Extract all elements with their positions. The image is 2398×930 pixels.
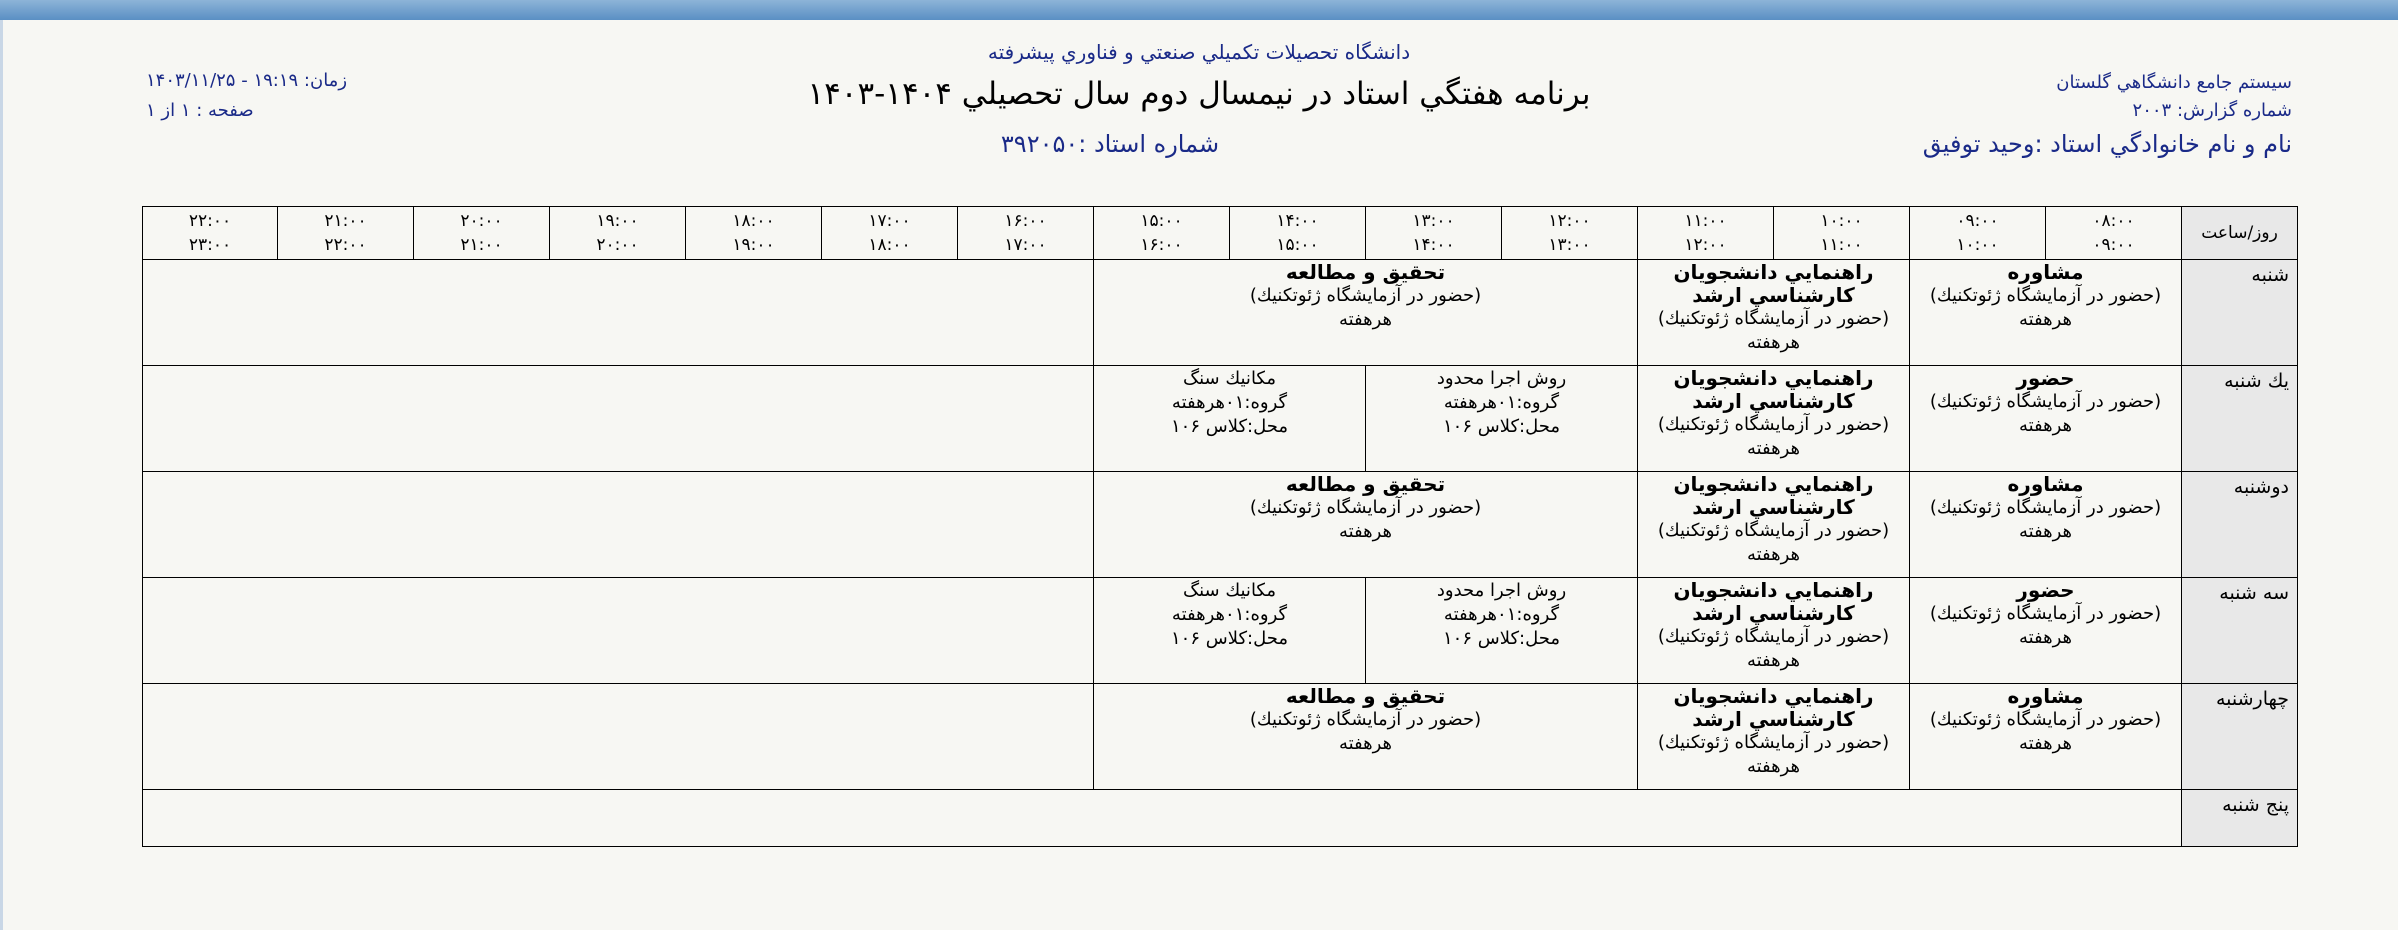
day-name: شنبه	[2182, 260, 2298, 366]
hour-header	[414, 207, 550, 260]
cell-title: راهنمايي دانشجويان كارشناسي ارشد	[1673, 260, 1874, 307]
cell-period: هرهفته	[1746, 332, 1801, 353]
cell-period: هرهفته	[2018, 627, 2073, 648]
hours-header-row	[143, 207, 2298, 260]
hour-to: ۱۳:۰۰	[1548, 235, 1591, 255]
course-group: گروه:۰۱هرهفته	[1443, 392, 1560, 413]
report-number: شماره گزارش: ۲۰۰۳	[2132, 100, 2292, 121]
course-group: گروه:۰۱هرهفته	[1171, 604, 1288, 625]
hour-header	[1094, 207, 1230, 260]
cell-subtitle: (حضور در آزمايشگاه ژئوتكنيك)	[1657, 520, 1890, 541]
hour-from: ۱۵:۰۰	[1140, 211, 1183, 231]
cell-subtitle: (حضور در آزمايشگاه ژئوتكنيك)	[1929, 391, 2162, 412]
hour-from: ۰۸:۰۰	[2092, 211, 2135, 231]
cell-period: هرهفته	[1338, 733, 1393, 754]
hour-from: ۱۱:۰۰	[1684, 211, 1727, 231]
course-group: گروه:۰۱هرهفته	[1171, 392, 1288, 413]
hour-to: ۲۱:۰۰	[460, 235, 503, 255]
cell-title: تحقيق و مطالعه	[1285, 684, 1446, 708]
hour-to: ۱۵:۰۰	[1276, 235, 1319, 255]
hour-header	[686, 207, 822, 260]
day-row-tuesday	[143, 578, 2298, 684]
hour-to: ۱۸:۰۰	[868, 235, 911, 255]
day-name: سه شنبه	[2182, 578, 2298, 684]
cell-subtitle: (حضور در آزمايشگاه ژئوتكنيك)	[1657, 732, 1890, 753]
hour-to: ۲۳:۰۰	[188, 235, 232, 255]
cell-title: راهنمايي دانشجويان كارشناسي ارشد	[1673, 472, 1874, 519]
schedule-cell	[1910, 472, 2182, 578]
cell-title: حضور	[2016, 366, 2075, 390]
hour-header	[550, 207, 686, 260]
cell-period: هرهفته	[2018, 415, 2073, 436]
hour-header	[822, 207, 958, 260]
schedule-cell	[1638, 684, 1910, 790]
cell-subtitle: (حضور در آزمايشگاه ژئوتكنيك)	[1929, 285, 2162, 306]
hour-from: ۱۳:۰۰	[1412, 211, 1455, 231]
class-cell	[1366, 578, 1638, 684]
cell-period: هرهفته	[1746, 756, 1801, 777]
course-name: مكانيك سنگ	[1182, 580, 1277, 601]
page-number: صفحه : ۱ از ۱	[146, 100, 254, 121]
empty-cell	[143, 790, 2182, 847]
schedule-cell	[1638, 578, 1910, 684]
cell-subtitle: (حضور در آزمايشگاه ژئوتكنيك)	[1929, 709, 2162, 730]
hour-from: ۱۴:۰۰	[1276, 211, 1319, 231]
course-name: روش اجرا محدود	[1436, 580, 1567, 601]
cell-title: راهنمايي دانشجويان كارشناسي ارشد	[1673, 366, 1874, 413]
course-group: گروه:۰۱هرهفته	[1443, 604, 1560, 625]
hour-from: ۲۲:۰۰	[188, 211, 232, 231]
cell-subtitle: (حضور در آزمايشگاه ژئوتكنيك)	[1657, 308, 1890, 329]
cell-title: تحقيق و مطالعه	[1285, 260, 1446, 284]
course-place: محل:كلاس ۱۰۶	[1443, 416, 1560, 437]
schedule-cell	[1910, 366, 2182, 472]
cell-subtitle: (حضور در آزمايشگاه ژئوتكنيك)	[1249, 497, 1482, 518]
cell-subtitle: (حضور در آزمايشگاه ژئوتكنيك)	[1249, 285, 1482, 306]
hour-from: ۱۹:۰۰	[596, 211, 639, 231]
cell-period: هرهفته	[1338, 309, 1393, 330]
hour-header	[1230, 207, 1366, 260]
day-name: دوشنبه	[2182, 472, 2298, 578]
day-row-saturday	[143, 260, 2298, 366]
hour-from: ۰۹:۰۰	[1956, 211, 1999, 231]
schedule-cell	[1638, 260, 1910, 366]
hour-from: ۱۶:۰۰	[1004, 211, 1047, 231]
course-place: محل:كلاس ۱۰۶	[1171, 416, 1288, 437]
day-row-thursday	[143, 790, 2298, 847]
report-time: زمان: ۱۹:۱۹ - ۱۴۰۳/۱۱/۲۵	[146, 70, 348, 91]
day-row-sunday	[143, 366, 2298, 472]
empty-cell	[143, 578, 1094, 684]
hour-from: ۱۲:۰۰	[1548, 211, 1591, 231]
professor-number: شماره استاد :۳۹۲۰۵۰	[1000, 130, 1220, 158]
cell-period: هرهفته	[2018, 309, 2073, 330]
class-cell	[1366, 366, 1638, 472]
hour-from: ۲۱:۰۰	[324, 211, 367, 231]
course-place: محل:كلاس ۱۰۶	[1171, 628, 1288, 649]
empty-cell	[143, 684, 1094, 790]
schedule-cell	[1638, 366, 1910, 472]
hour-header	[1638, 207, 1774, 260]
course-name: روش اجرا محدود	[1436, 368, 1567, 389]
day-row-monday	[143, 472, 2298, 578]
hour-to: ۱۴:۰۰	[1412, 235, 1455, 255]
empty-cell	[143, 366, 1094, 472]
page-title: برنامه هفتگي استاد در نيمسال دوم سال تحصيلي ۱۴۰۴-۱۴۰۳	[807, 76, 1591, 112]
cell-title: مشاوره	[2007, 684, 2084, 708]
corner-header: روز/ساعت	[2182, 207, 2298, 260]
system-name: سيستم جامع دانشگاهي گلستان	[2056, 72, 2292, 93]
class-cell	[1094, 366, 1366, 472]
cell-title: راهنمايي دانشجويان كارشناسي ارشد	[1673, 684, 1874, 731]
schedule-cell	[1910, 684, 2182, 790]
day-name: يك شنبه	[2182, 366, 2298, 472]
cell-subtitle: (حضور در آزمايشگاه ژئوتكنيك)	[1929, 603, 2162, 624]
cell-subtitle: (حضور در آزمايشگاه ژئوتكنيك)	[1657, 626, 1890, 647]
hour-header	[1366, 207, 1502, 260]
hour-header	[1502, 207, 1638, 260]
course-place: محل:كلاس ۱۰۶	[1443, 628, 1560, 649]
schedule-cell	[1910, 578, 2182, 684]
hour-to: ۱۱:۰۰	[1820, 235, 1863, 255]
hour-from: ۲۰:۰۰	[460, 211, 503, 231]
hour-from: ۱۸:۰۰	[732, 211, 775, 231]
cell-period: هرهفته	[2018, 733, 2073, 754]
cell-period: هرهفته	[1746, 544, 1801, 565]
cell-period: هرهفته	[1338, 521, 1393, 542]
hour-to: ۱۶:۰۰	[1140, 235, 1183, 255]
cell-title: مشاوره	[2007, 472, 2084, 496]
hour-header	[958, 207, 1094, 260]
cell-title: راهنمايي دانشجويان كارشناسي ارشد	[1673, 578, 1874, 625]
schedule-cell	[1094, 684, 1638, 790]
cell-title: تحقيق و مطالعه	[1285, 472, 1446, 496]
hour-to: ۱۲:۰۰	[1684, 235, 1727, 255]
hour-header	[143, 207, 278, 260]
class-cell	[1094, 578, 1366, 684]
day-name: چهارشنبه	[2182, 684, 2298, 790]
hour-to: ۱۹:۰۰	[732, 235, 775, 255]
hour-header	[1910, 207, 2046, 260]
hour-to: ۱۰:۰۰	[1956, 235, 1999, 255]
cell-subtitle: (حضور در آزمايشگاه ژئوتكنيك)	[1249, 709, 1482, 730]
hour-header	[1774, 207, 1910, 260]
day-name: پنج شنبه	[2182, 790, 2298, 847]
schedule-cell	[1638, 472, 1910, 578]
hour-header	[2046, 207, 2182, 260]
day-row-wednesday	[143, 684, 2298, 790]
cell-subtitle: (حضور در آزمايشگاه ژئوتكنيك)	[1657, 414, 1890, 435]
window-top-bar	[0, 0, 2398, 20]
empty-cell	[143, 260, 1094, 366]
hour-from: ۱۰:۰۰	[1820, 211, 1863, 231]
cell-title: حضور	[2016, 578, 2075, 602]
cell-period: هرهفته	[1746, 650, 1801, 671]
professor-name: نام و نام خانوادگي استاد :وحيد توفيق	[1922, 130, 2292, 158]
hour-to: ۱۷:۰۰	[1004, 235, 1047, 255]
empty-cell	[143, 472, 1094, 578]
course-name: مكانيك سنگ	[1182, 368, 1277, 389]
cell-title: مشاوره	[2007, 260, 2084, 284]
hour-to: ۰۹:۰۰	[2092, 235, 2135, 255]
window-left-border	[0, 20, 3, 930]
schedule-cell	[1094, 260, 1638, 366]
cell-period: هرهفته	[2018, 521, 2073, 542]
cell-period: هرهفته	[1746, 438, 1801, 459]
hour-from: ۱۷:۰۰	[868, 211, 911, 231]
hour-header	[278, 207, 414, 260]
schedule-cell	[1094, 472, 1638, 578]
schedule-table	[142, 206, 2298, 847]
hour-to: ۲۰:۰۰	[596, 235, 639, 255]
cell-subtitle: (حضور در آزمايشگاه ژئوتكنيك)	[1929, 497, 2162, 518]
university-name: دانشگاه تحصيلات تكميلي صنعتي و فناوري پيشرفته	[987, 40, 1411, 64]
hour-to: ۲۲:۰۰	[324, 235, 367, 255]
schedule-cell	[1910, 260, 2182, 366]
